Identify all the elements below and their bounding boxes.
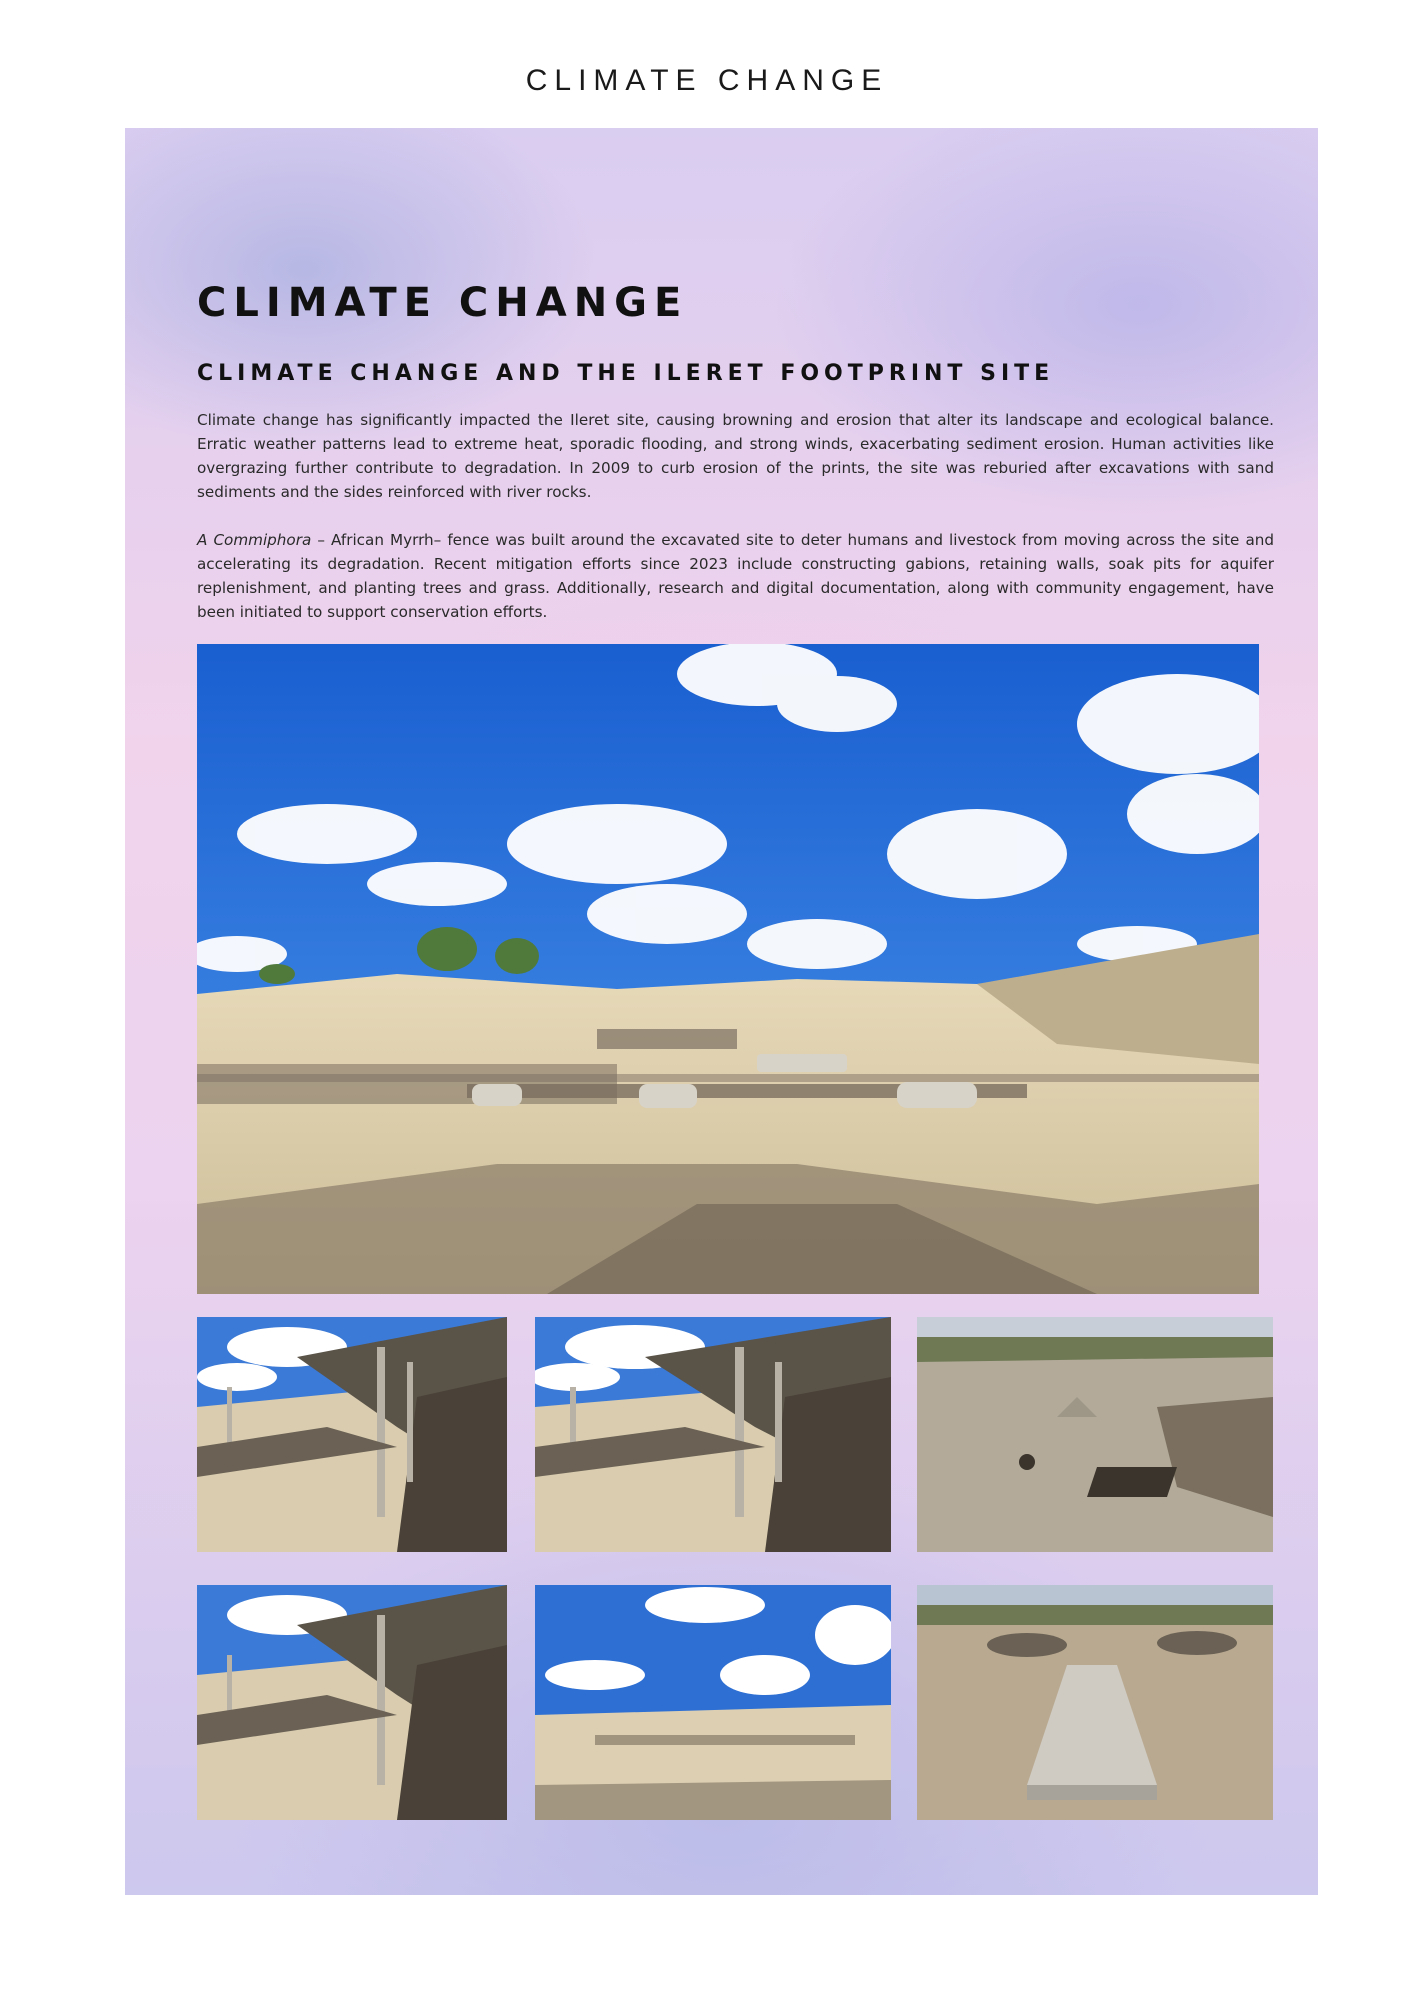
- paragraph-intro: Climate change has significantly impacted the Ileret site, causing browning and erosion that alter its landscape and ecological balance. Erratic weather patterns lead to extreme heat, sporadic flooding, and strong winds, exacerbating sediment erosion. Human activities like overgrazing further contribute to degradation. In 2009 to curb erosion of the prints, the site was reburied after excavations with sand sediments and the sides reinforced with river rocks.: [197, 411, 1274, 501]
- panel-title: CLIMATE CHANGE: [197, 280, 689, 326]
- gabion-photo-2: [535, 1317, 891, 1552]
- main-site-photo: [197, 644, 1259, 1294]
- excavation-overview-photo: [917, 1317, 1273, 1552]
- paragraph-italic-term: A Commiphora: [197, 531, 312, 549]
- soak-pit-photo: [917, 1585, 1273, 1820]
- panel-subtitle: CLIMATE CHANGE AND THE ILERET FOOTPRINT SITE: [197, 361, 1055, 386]
- paragraph-mitigation: [197, 528, 1274, 624]
- page-header-title: CLIMATE CHANGE: [525, 64, 889, 97]
- content-panel: [125, 128, 1318, 1895]
- gabion-photo-1: [197, 1317, 507, 1552]
- site-panorama-photo: [535, 1585, 891, 1820]
- gabion-photo-3: [197, 1585, 507, 1820]
- paragraph-mitigation-text: – African Myrrh– fence was built around the excavated site to deter humans and livestock from moving across the site and accelerating its degradation. Recent mitigation efforts since 2023 include constructing gabions, retaining walls, soak pits for aquifer replenishment, and planting trees and grass. Additionally, research and digital documentation, along with community engagement, have been initiated to support conservation efforts.: [197, 531, 1275, 621]
